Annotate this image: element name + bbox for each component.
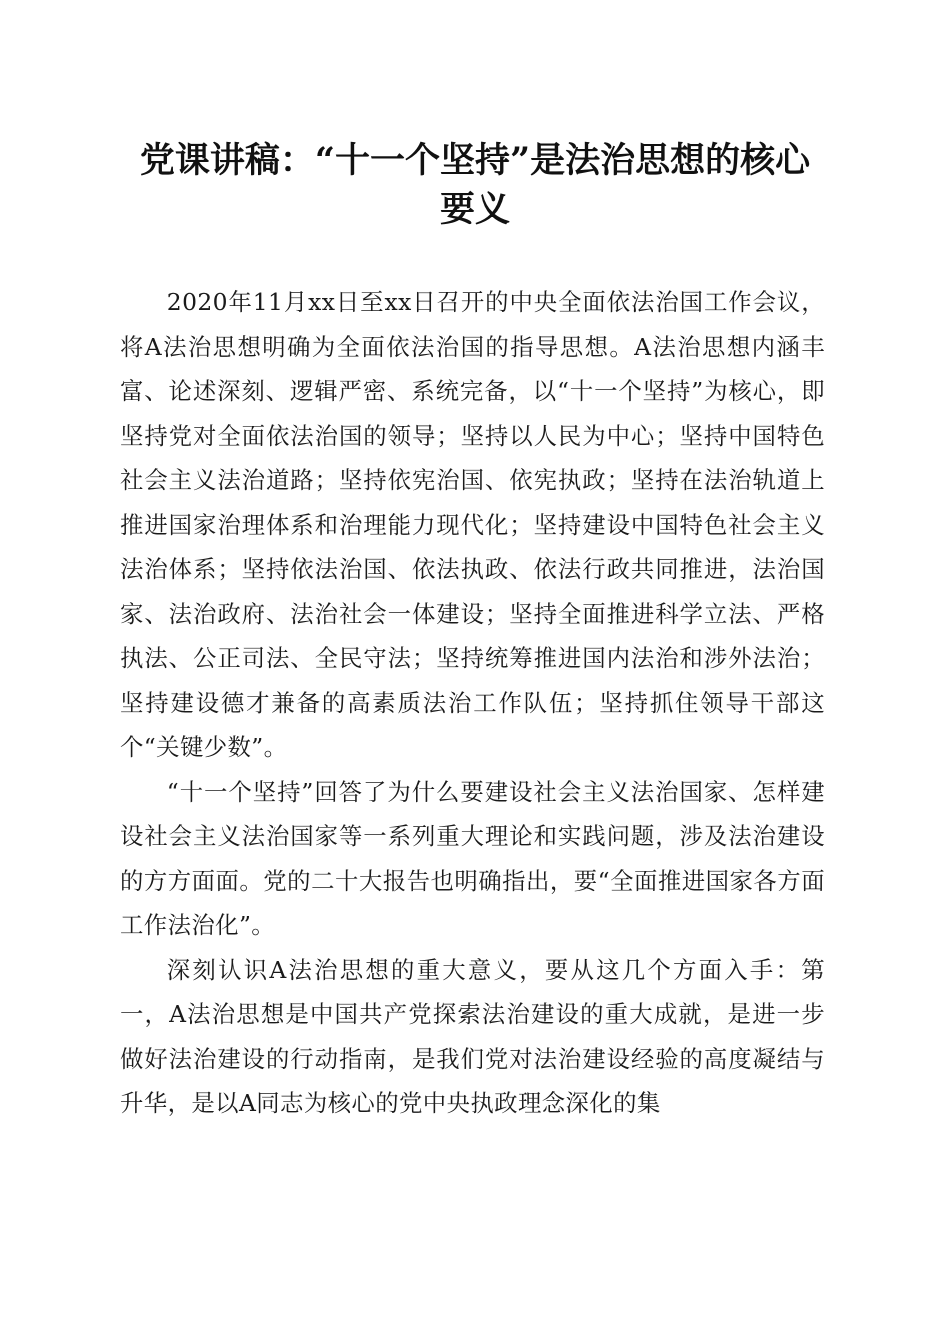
paragraph-3: 深刻认识A法治思想的重大意义，要从这几个方面入手：第一，A法治思想是中国共产党探索法治建设的重大成就，是进一步做好法治建设的行动指南，是我们党对法治建设经验的高度凝结与升华，是以A同志为核心的党中央执政理念深化的集 xyxy=(120,955,825,1117)
paragraph-2: “十一个坚持”回答了为什么要建设社会主义法治国家、怎样建设社会主义法治国家等一系列重大理论和实践问题，涉及法治建设的方方面面。党的二十大报告也明确指出，要“全面推进国家各方面工作法治化”。 xyxy=(120,777,825,939)
paragraph-1: 2020年11月xx日至xx日召开的中央全面依法治国工作会议，将A法治思想明确为全面依法治国的指导思想。A法治思想内涵丰富、论述深刻、逻辑严密、系统完备，以“十一个坚持”为核心，即坚持党对全面依法治国的领导；坚持以人民为中心；坚持中国特色社会主义法治道路；坚持依宪治国、依宪执政；坚持在法治轨道上推进国家治理体系和治理能力现代化；坚持建设中国特色社会主义法治体系；坚持依法治国、依法执政、依法行政共同推进，法治国家、法治政府、法治社会一体建设；坚持全面推进科学立法、严格执法、公正司法、全民守法；坚持统筹推进国内法治和涉外法治；坚持建设德才兼备的高素质法治工作队伍；坚持抓住领导干部这个“关键少数”。 xyxy=(120,288,825,761)
document-title xyxy=(110,136,840,234)
title-line-2: 要义 xyxy=(439,189,510,230)
document-body xyxy=(120,280,825,1126)
title-line-1: 党课讲稿：“十一个坚持”是法治思想的核心 xyxy=(139,140,811,181)
